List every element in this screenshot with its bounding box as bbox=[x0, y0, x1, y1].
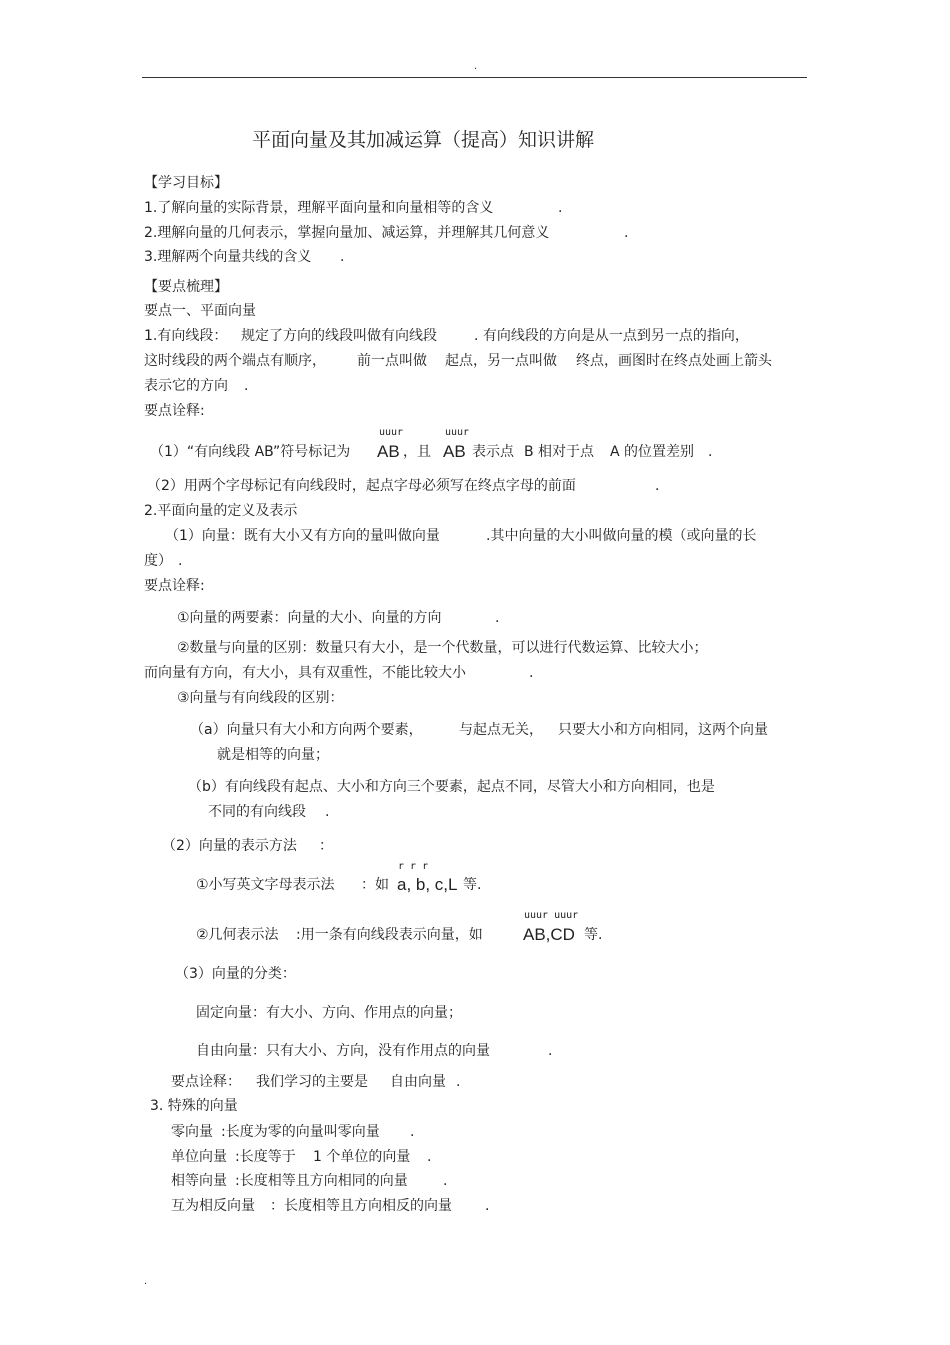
s2-heading: 2.平面向量的定义及表示 bbox=[144, 503, 298, 519]
cls-free: 自由向量：只有大小、方向，没有作用点的向量 bbox=[196, 1043, 490, 1059]
vector-arrow-icon: r r r bbox=[398, 861, 429, 872]
cls-note: 要点诠释： bbox=[171, 1074, 241, 1090]
point1-heading: 要点一、平面向量 bbox=[144, 303, 256, 319]
header-dot: . bbox=[474, 61, 478, 72]
note-b-end: . bbox=[325, 804, 330, 820]
note-item: ②数量与向量的区别：数量只有大小，是一个代数量，可以进行代数运算、比较大小； bbox=[177, 640, 708, 656]
goal-item: 2.理解向量的几何表示，掌握向量加、减运算，并理解其几何意义 bbox=[144, 225, 550, 241]
s1-line2-c: 起点，另一点叫做 bbox=[445, 353, 557, 369]
outline-heading: 【要点梳理】 bbox=[144, 279, 228, 295]
note-item-end: . bbox=[529, 665, 534, 681]
footer-dot: . bbox=[144, 1276, 148, 1287]
vector-arrow-icon: uuur uuur bbox=[524, 910, 579, 921]
cls-fixed: 固定向量：有大小、方向、作用点的向量； bbox=[196, 1005, 462, 1021]
vector-ab-cd: AB,CD bbox=[523, 925, 575, 944]
def-end: . bbox=[178, 553, 183, 569]
special-vector-term: 零向量 bbox=[171, 1124, 213, 1140]
goal-item-end: . bbox=[624, 225, 629, 241]
repr-method2: :用一条有向线段表示向量，如 bbox=[296, 927, 483, 943]
note2-end: . bbox=[655, 478, 660, 494]
note-item: ①向量的两要素：向量的大小、向量的方向 bbox=[177, 610, 442, 626]
note-b-text: 不同的有向线段 bbox=[208, 804, 306, 820]
goal-item-end: . bbox=[340, 249, 345, 265]
cls-note: 自由向量 bbox=[390, 1074, 446, 1090]
goal-item: 1.了解向量的实际背景，理解平面向量和向量相等的含义 bbox=[144, 200, 494, 216]
note1-text: ，且 bbox=[403, 444, 431, 460]
vector-arrow-icon: uuur bbox=[379, 427, 404, 438]
note1-text: A 的位置差别 bbox=[610, 444, 695, 460]
special-vector-def: :长度为零的向量叫零向量 bbox=[221, 1124, 380, 1140]
special-vector-term: 单位向量 bbox=[171, 1149, 227, 1165]
vector-ab: AB bbox=[377, 442, 400, 461]
notes2-label: 要点诠释: bbox=[144, 578, 205, 594]
s1-line1-a: 1.有向线段： bbox=[144, 328, 228, 344]
s3-heading: 3. 特殊的向量 bbox=[150, 1098, 238, 1114]
def-text-c: 度） bbox=[144, 553, 172, 569]
s1-line2-b: 前一点叫做 bbox=[357, 353, 427, 369]
s1-line2-d: 终点，画图时在终点处画上箭头 bbox=[576, 353, 772, 369]
goal-item-end: . bbox=[558, 200, 563, 216]
special-vector-def: :长度等于 bbox=[235, 1149, 296, 1165]
special-vector-end: . bbox=[427, 1149, 432, 1165]
note-item: 而向量有方向，有大小，具有双重性，不能比较大小 bbox=[144, 665, 466, 681]
note-item-end: . bbox=[495, 610, 500, 626]
note-item: ③向量与有向线段的区别： bbox=[177, 690, 344, 706]
goals-heading: 【学习目标】 bbox=[144, 175, 228, 191]
note-a-text: 只要大小和方向相同，这两个向量 bbox=[558, 722, 768, 738]
note-b-text: （b）有向线段有起点、大小和方向三个要素，起点不同，尽管大小和方向相同，也是 bbox=[188, 779, 715, 795]
s1-line1-c: . 有向线段的方向是从一点到另一点的指向， bbox=[474, 328, 749, 344]
repr-heading: （2）向量的表示方法 bbox=[162, 838, 297, 854]
special-vector-end: . bbox=[410, 1124, 415, 1140]
repr-colon: ： bbox=[319, 838, 333, 854]
cls-note: 我们学习的主要是 bbox=[256, 1074, 368, 1090]
special-vector-def: 1 个单位的向量 bbox=[313, 1149, 411, 1165]
special-vector-term: 互为相反向量 bbox=[171, 1198, 255, 1214]
repr-method1: 等. bbox=[463, 877, 482, 893]
page-title: 平面向量及其加减运算（提高）知识讲解 bbox=[252, 129, 595, 151]
note-a-text: 就是相等的向量； bbox=[217, 747, 329, 763]
s1-line1-b: 规定了方向的线段叫做有向线段 bbox=[241, 328, 437, 344]
special-vector-end: . bbox=[443, 1173, 448, 1189]
special-vector-def: :长度相等且方向相同的向量 bbox=[235, 1173, 408, 1189]
def-text-b: .其中向量的大小叫做向量的模（或向量的长 bbox=[486, 528, 757, 544]
repr-method1: ：如 bbox=[361, 877, 389, 893]
repr-method2: 等. bbox=[584, 927, 603, 943]
vector-letters: a, b, c,L bbox=[397, 875, 458, 894]
note1-end: . bbox=[708, 444, 713, 460]
cls-note-end: . bbox=[456, 1074, 461, 1090]
special-vector-term: 相等向量 bbox=[171, 1173, 227, 1189]
s1-line2-a: 这时线段的两个端点有顺序， bbox=[144, 353, 326, 369]
repr-method1: ①小写英文字母表示法 bbox=[196, 877, 335, 893]
cls-free-end: . bbox=[548, 1043, 553, 1059]
note-a-text: （a）向量只有大小和方向两个要素， bbox=[190, 722, 423, 738]
vector-ab: AB bbox=[443, 442, 466, 461]
note-a-text: 与起点无关， bbox=[459, 722, 543, 738]
s1-line3: 表示它的方向 bbox=[144, 378, 228, 394]
note1-text: （1）“有向线段 AB”符号标记为 bbox=[150, 444, 351, 460]
header-rule bbox=[142, 77, 807, 78]
repr-method2: ②几何表示法 bbox=[196, 927, 279, 943]
note1-text: B 相对于点 bbox=[524, 444, 595, 460]
vector-arrow-icon: uuur bbox=[445, 427, 470, 438]
special-vector-end: . bbox=[485, 1198, 490, 1214]
note2-text: （2）用两个字母标记有向线段时，起点字母必须写在终点字母的前面 bbox=[147, 478, 576, 494]
note1-text: 表示点 bbox=[472, 444, 514, 460]
def-text-a: （1）向量：既有大小又有方向的量叫做向量 bbox=[165, 528, 440, 544]
s1-line3-end: . bbox=[244, 378, 249, 394]
goal-item: 3.理解两个向量共线的含义 bbox=[144, 249, 312, 265]
cls-heading: （3）向量的分类： bbox=[175, 966, 296, 982]
special-vector-def: ：长度相等且方向相反的向量 bbox=[270, 1198, 452, 1214]
notes-label: 要点诠释: bbox=[144, 403, 205, 419]
